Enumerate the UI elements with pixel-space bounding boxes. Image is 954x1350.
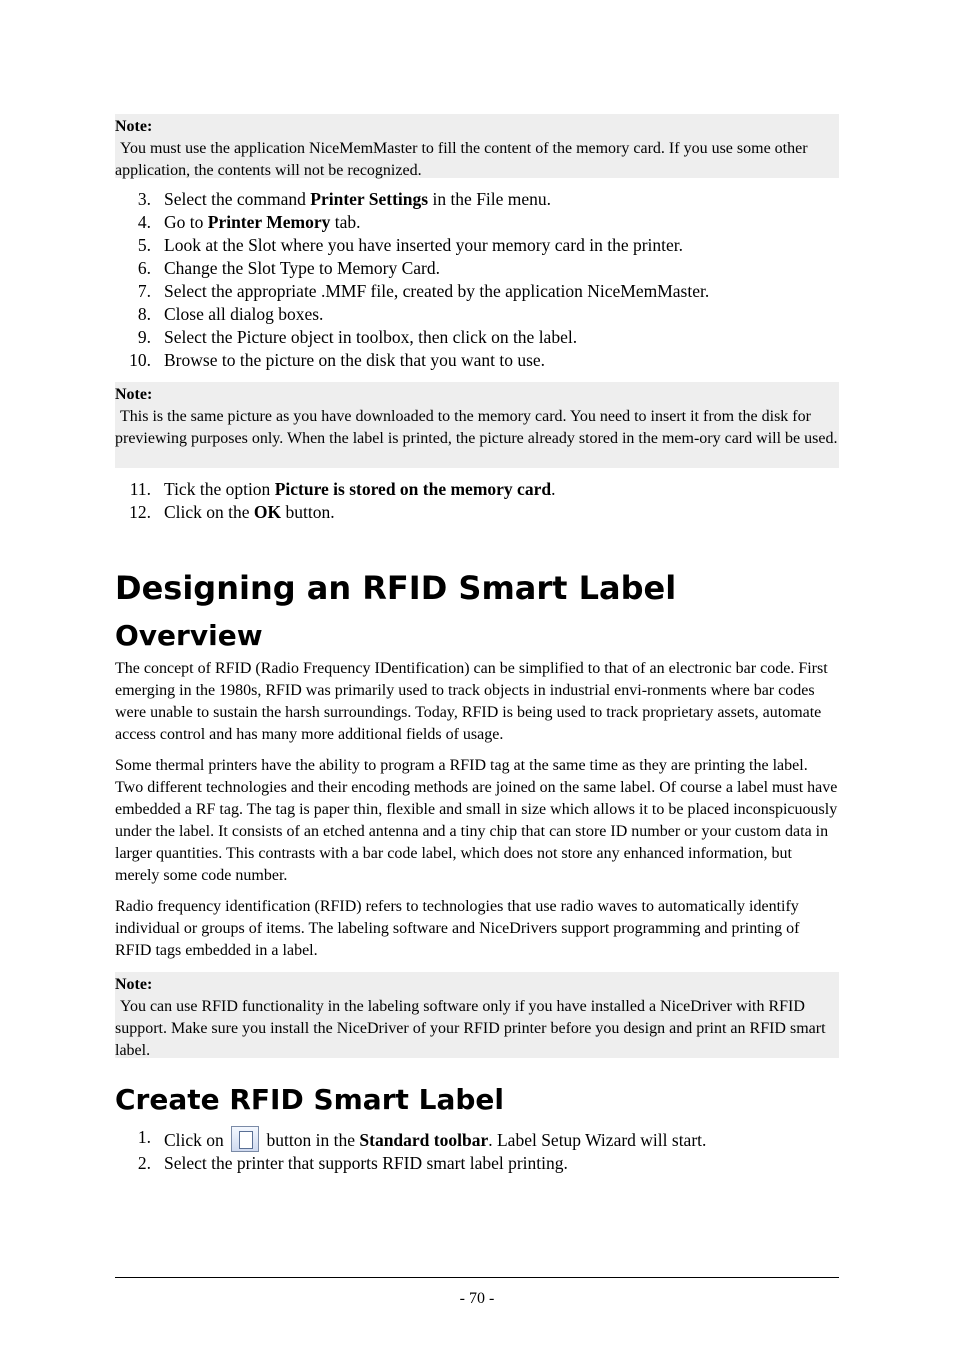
steps-list bbox=[115, 478, 839, 524]
list-item: 2. Select the printer that supports RFID smart label printing. bbox=[137, 1153, 568, 1173]
subsection-heading: Create RFID Smart Label bbox=[115, 1083, 505, 1116]
paragraph: Some thermal printers have the ability to program a RFID tag at the same time as they are printing the label. Two different technologies and their encoding methods are joined on the same label. Of course a label must have embedded a RF tag. The tag is paper thin, flexible and small in size which allows it to be placed inconspicuously under the label. It consists of an etched antenna and a tiny chip that can store ID number or your custom data in larger quantities. This contrasts with a bar code label, which does not store any enhanced information, but merely some code number. bbox=[115, 757, 838, 884]
note-box bbox=[115, 972, 839, 1058]
steps-list bbox=[115, 188, 839, 372]
page-number: - 70 - bbox=[459, 1290, 495, 1307]
note-title: Note: bbox=[115, 386, 153, 403]
note-body: You can use RFID functionality in the labeling software only if you have installed a NiceDriver with RFID support. Make sure you install the NiceDriver of your RFID printer before you design and print an RFID smart label. bbox=[115, 998, 826, 1059]
list-item: 4. Go to Printer Memory tab. bbox=[137, 212, 361, 232]
list-item: 11. Tick the option Picture is stored on the memory card. bbox=[129, 479, 556, 499]
list-item: 3. Select the command Printer Settings in the File menu. bbox=[137, 189, 552, 209]
note-body: You must use the application NiceMemMaster to fill the content of the memory card. If you use some other application, the contents will not be recognized. bbox=[115, 140, 808, 179]
list-item: 9. Select the Picture object in toolbox, then click on the label. bbox=[137, 327, 578, 347]
note-box bbox=[115, 114, 839, 178]
paragraph: The concept of RFID (Radio Frequency IDentification) can be simplified to that of an electronic bar code. First emerging in the 1980s, RFID was primarily used to track objects in industrial envi-ronments where bar codes were unable to sustain the harsh surroundings. Today, RFID is being used to track proprietary assets, automate access control and has many more additional fields of usage. bbox=[115, 660, 828, 743]
footer-rule bbox=[115, 1277, 839, 1278]
list-item: 5. Look at the Slot where you have inserted your memory card in the printer. bbox=[137, 235, 684, 255]
list-item: 8. Close all dialog boxes. bbox=[137, 304, 324, 324]
note-body: This is the same picture as you have downloaded to the memory card. You need to insert it from the disk for previewing purposes only. When the label is printed, the picture already stored in the mem-ory card will be used. bbox=[115, 408, 838, 447]
list-item: 6. Change the Slot Type to Memory Card. bbox=[137, 258, 440, 278]
steps-list bbox=[115, 1126, 839, 1175]
document-page bbox=[115, 114, 839, 1175]
list-item: 12. Click on the OK button. bbox=[129, 502, 335, 522]
note-box bbox=[115, 382, 839, 468]
new-label-icon bbox=[231, 1126, 259, 1152]
paragraph: Radio frequency identification (RFID) refers to technologies that use radio waves to automatically identify individual or groups of items. The labeling software and NiceDrivers support programming and printing of RFID tags embedded in a label. bbox=[115, 898, 800, 959]
section-heading: Designing an RFID Smart Label bbox=[115, 569, 677, 607]
list-item: 10. Browse to the picture on the disk that you want to use. bbox=[129, 350, 546, 370]
note-title: Note: bbox=[115, 118, 153, 135]
list-item: 7. Select the appropriate .MMF file, created by the application NiceMemMaster. bbox=[137, 281, 710, 301]
list-item: 1. Click on button in the Standard toolbar. Label Setup Wizard will start. bbox=[137, 1127, 707, 1150]
note-title: Note: bbox=[115, 976, 153, 993]
subsection-heading: Overview bbox=[115, 619, 263, 652]
